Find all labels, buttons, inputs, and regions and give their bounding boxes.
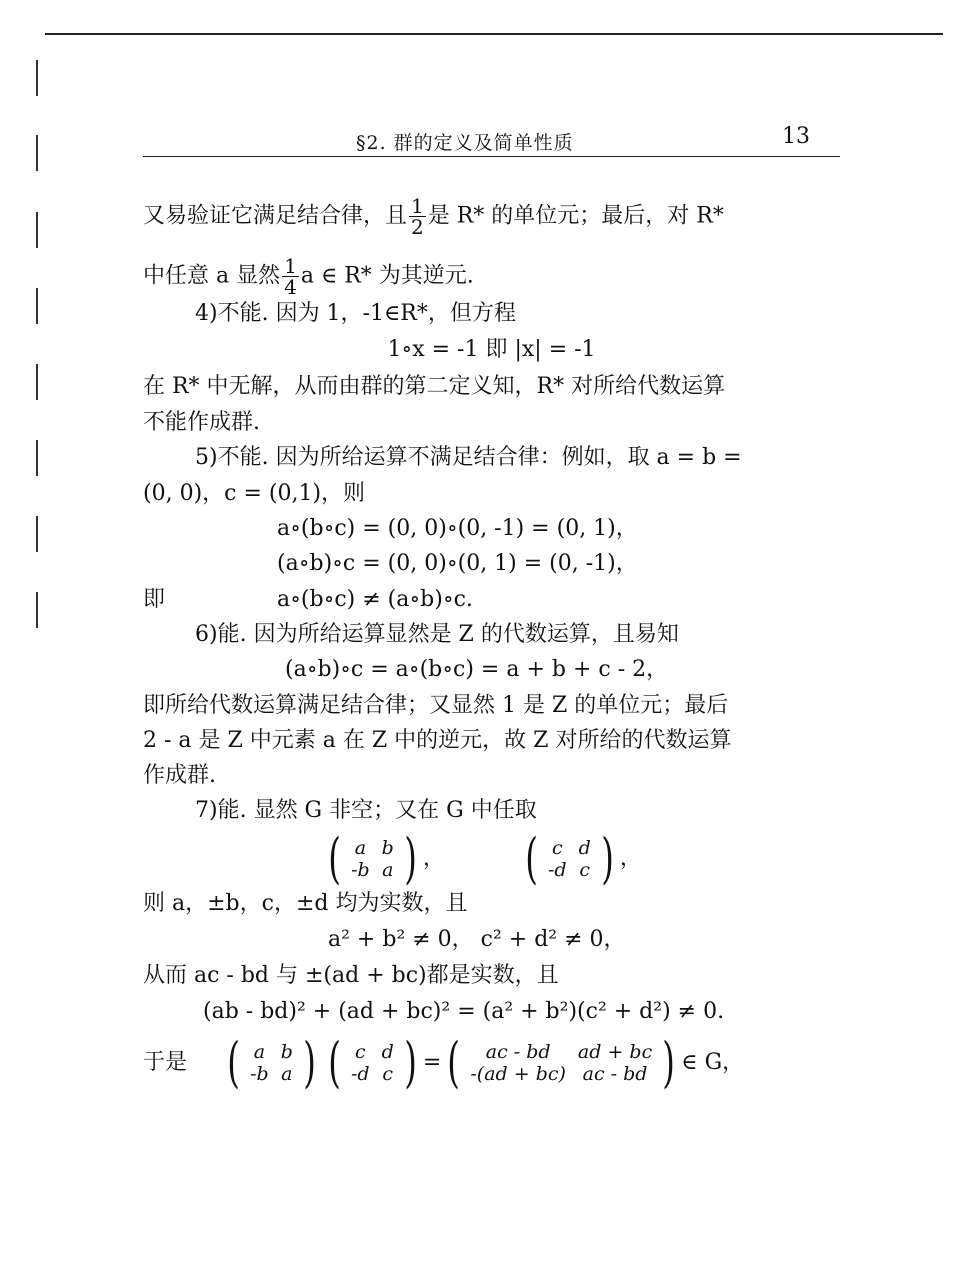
page-header (143, 124, 840, 157)
matrix-cell: a (382, 859, 394, 881)
matrix-cell: a (354, 837, 367, 859)
comma: ， (619, 846, 642, 871)
left-paren: ( (525, 827, 538, 890)
right-paren: ) (662, 1031, 676, 1094)
matrix-cell: -d (548, 859, 567, 881)
matrix-body (345, 837, 400, 881)
matrix-product-line (143, 1031, 745, 1094)
margin-mark (36, 60, 38, 96)
fraction-denominator: 4 (284, 275, 297, 299)
fraction-denominator: 2 (411, 215, 424, 239)
margin-mark (36, 288, 38, 324)
matrix-cell: a (253, 1041, 266, 1063)
matrix-cell: b (381, 837, 394, 859)
matrix-ab (223, 1031, 320, 1094)
matrix-ab (324, 827, 421, 890)
text-line: 6)能. 因为所给运算显然是 Z 的代数运算，且易知 (195, 622, 679, 647)
equation-line: a² + b² ≠ 0， c² + d² ≠ 0， (328, 927, 626, 952)
text-line: 则 a，±b，c，±d 均为实数，且 (143, 891, 468, 916)
left-paren: ( (447, 1031, 461, 1094)
matrix-cell: a (281, 1063, 293, 1085)
text-line: 4)不能. 因为 1，-1∈R*，但方程 (195, 301, 516, 326)
text-label: 于是 (143, 1050, 188, 1075)
text-line: 2 - a 是 Z 中元素 a 在 Z 中的逆元，故 Z 对所给的代数运算 (143, 728, 732, 753)
top-scan-line (45, 33, 943, 35)
membership-tail: ∈ G， (681, 1050, 745, 1075)
text-line: 即所给代数运算满足结合律；又显然 1 是 Z 的单位元；最后 (143, 693, 729, 718)
matrix-cell: c (354, 1041, 366, 1063)
text-line: 在 R* 中无解，从而由群的第二定义知，R* 对所给代数运算 (143, 374, 726, 399)
fraction-half (409, 196, 426, 237)
equation-line: (a∘b)∘c = (0, 0)∘(0, 1) = (0, -1)， (277, 551, 638, 576)
text-line (143, 196, 724, 237)
matrix-cd (324, 1031, 421, 1094)
matrix-body (244, 1041, 299, 1085)
margin-mark (36, 135, 38, 171)
matrix-cell: c (579, 859, 591, 881)
equals-sign: = (422, 1050, 442, 1075)
matrix-cell: c (551, 837, 563, 859)
left-paren: ( (328, 827, 341, 890)
matrix-cell: d (578, 837, 591, 859)
text-line: 不能作成群. (143, 410, 260, 435)
matrix-cell: ac - bd (485, 1041, 551, 1063)
text-span: 是 R* 的单位元；最后，对 R* (427, 203, 724, 229)
matrix-body (542, 837, 597, 881)
matrix-cell: -b (351, 859, 370, 881)
matrix-cell: ad + bc (577, 1041, 653, 1063)
matrix-cell: -(ad + bc) (470, 1063, 566, 1085)
margin-mark (36, 364, 38, 400)
matrix-line (322, 827, 642, 890)
matrix-body (464, 1041, 658, 1085)
equation-line: 1∘x = -1 即 |x| = -1 (387, 337, 596, 362)
matrix-product (443, 1031, 679, 1094)
fraction-quarter (282, 256, 299, 297)
margin-mark (36, 212, 38, 248)
right-paren: ) (403, 1031, 417, 1094)
text-span: a ∈ R* 为其逆元. (300, 263, 474, 289)
matrix-cell: d (381, 1041, 394, 1063)
left-paren: ( (328, 1031, 341, 1094)
text-line (143, 256, 474, 297)
margin-mark (36, 592, 38, 628)
text-line: 从而 ac - bd 与 ±(ad + bc)都是实数，且 (143, 963, 559, 988)
equation-line: (ab - bd)² + (ad + bc)² = (a² + b²)(c² + d²) ≠ 0. (203, 999, 725, 1024)
matrix-cell: -d (351, 1063, 370, 1085)
section-title: §2. 群的定义及简单性质 (356, 132, 574, 154)
matrix-cd (521, 827, 618, 890)
right-paren: ) (404, 827, 417, 890)
fraction-numerator: 1 (411, 194, 424, 218)
left-paren: ( (227, 1031, 240, 1094)
matrix-cell: c (382, 1063, 394, 1085)
page-number: 13 (782, 124, 810, 149)
text-span: 又易验证它满足结合律，且 (143, 203, 408, 229)
matrix-cell: ac - bd (582, 1063, 648, 1085)
matrix-cell: b (280, 1041, 293, 1063)
text-span: 中任意 a 显然 (143, 263, 281, 289)
matrix-body (345, 1041, 400, 1085)
text-label: 即 (143, 587, 166, 612)
equation-line: a∘(b∘c) = (0, 0)∘(0, -1) = (0, 1)， (277, 516, 638, 541)
margin-mark (36, 516, 38, 552)
text-line: (0, 0)，c = (0,1)，则 (143, 481, 366, 506)
text-line: 5)不能. 因为所给运算不满足结合律：例如，取 a = b = (195, 445, 742, 470)
equation-line: (a∘b)∘c = a∘(b∘c) = a + b + c - 2， (285, 657, 669, 682)
margin-mark (36, 440, 38, 476)
comma: ， (422, 846, 445, 871)
text-line: 作成群. (143, 763, 216, 788)
fraction-numerator: 1 (284, 254, 297, 278)
right-paren: ) (600, 827, 614, 890)
right-paren: ) (303, 1031, 316, 1094)
equation-line: a∘(b∘c) ≠ (a∘b)∘c. (277, 587, 473, 612)
text-line: 7)能. 显然 G 非空；又在 G 中任取 (195, 798, 537, 823)
matrix-cell: -b (250, 1063, 269, 1085)
